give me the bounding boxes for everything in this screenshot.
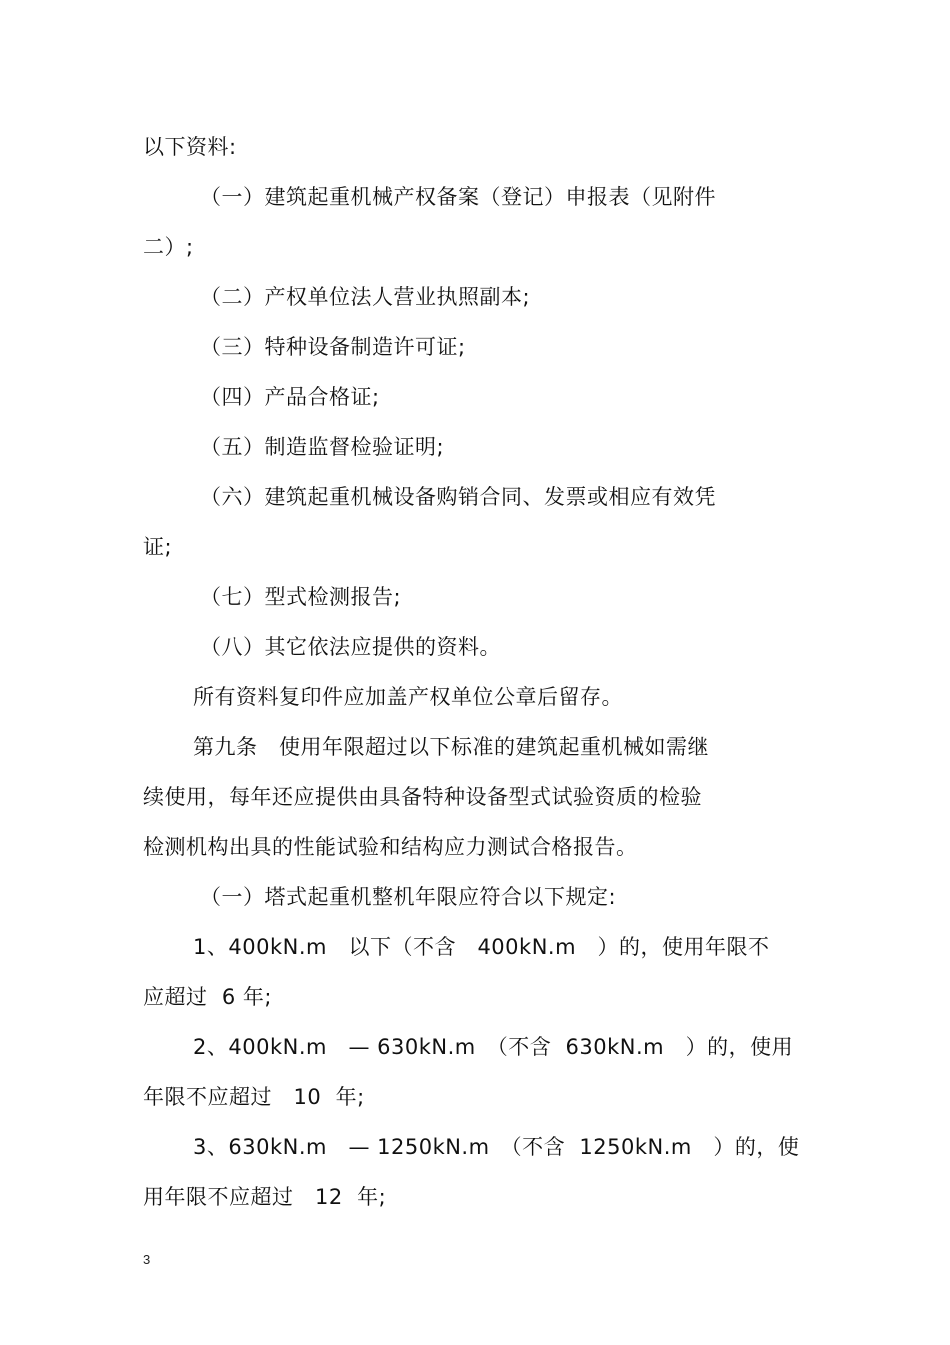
text-line: （四）产品合格证; bbox=[200, 385, 380, 409]
text-line: （七）型式检测报告; bbox=[200, 585, 402, 609]
text-line: （二）产权单位法人营业执照副本; bbox=[200, 285, 531, 309]
text-line: 1、400kN.m 以下（不含 400kN.m ）的，使用年限不 bbox=[193, 935, 770, 959]
text-line: （三）特种设备制造许可证; bbox=[200, 335, 466, 359]
text-line: 3、630kN.m — 1250kN.m （不含 1250kN.m ）的，使 bbox=[193, 1135, 800, 1159]
text-line: 2、400kN.m — 630kN.m （不含 630kN.m ）的，使用 bbox=[193, 1035, 794, 1059]
text-line: （六）建筑起重机械设备购销合同、发票或相应有效凭 bbox=[200, 485, 716, 509]
text-line: 以下资料: bbox=[143, 135, 237, 159]
text-line: 续使用，每年还应提供由具备特种设备型式试验资质的检验 bbox=[143, 785, 702, 809]
text-line: 年限不应超过 10 年; bbox=[143, 1085, 365, 1109]
text-line: 二）; bbox=[143, 235, 194, 259]
text-line: 用年限不应超过 12 年; bbox=[143, 1185, 387, 1209]
text-line: （五）制造监督检验证明; bbox=[200, 435, 445, 459]
text-line: 所有资料复印件应加盖产权单位公章后留存。 bbox=[193, 685, 623, 709]
text-line: （一）塔式起重机整机年限应符合以下规定: bbox=[200, 885, 617, 909]
text-line: （八）其它依法应提供的资料。 bbox=[200, 635, 501, 659]
text-line: 证; bbox=[143, 535, 173, 559]
text-line: 第九条 使用年限超过以下标准的建筑起重机械如需继 bbox=[193, 735, 709, 759]
text-line: （一）建筑起重机械产权备案（登记）申报表（见附件 bbox=[200, 185, 716, 209]
page-number: 3 bbox=[143, 1252, 151, 1267]
text-line: 检测机构出具的性能试验和结构应力测试合格报告。 bbox=[143, 835, 638, 859]
text-line: 应超过 6 年; bbox=[143, 985, 272, 1009]
